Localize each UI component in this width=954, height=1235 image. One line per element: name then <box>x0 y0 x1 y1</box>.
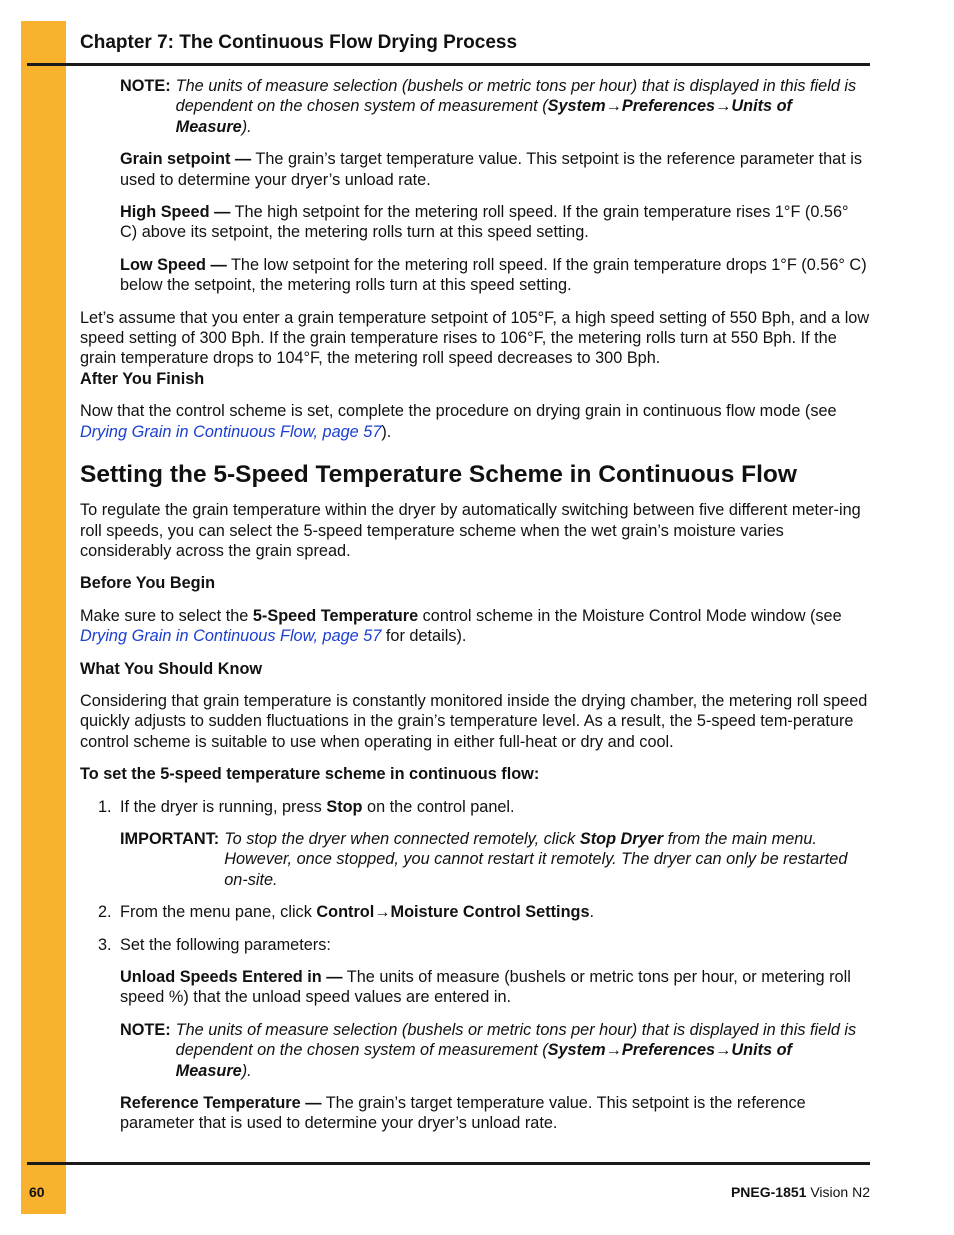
menu-control: Control <box>316 903 375 922</box>
text: . <box>589 903 595 922</box>
step-1 <box>98 797 870 817</box>
example-paragraph: Let’s assume that you enter a grain temperature setpoint of 105°F, a high speed setting of 550 Bph, and a low speed setting of 300 Bph. If the grain temperature rises to 106°F, the metering rolls turn at 550 Bph. If the grain temperature drops to 104°F, the metering roll speed decreases to 300 Bph. <box>80 308 870 368</box>
note-label: NOTE: <box>120 77 171 95</box>
text: From the menu pane, click <box>120 903 317 922</box>
footer-rule <box>27 1162 870 1165</box>
document-id <box>731 1183 870 1201</box>
note-label: NOTE: <box>120 1020 171 1039</box>
text: on the control panel. <box>362 797 515 816</box>
param-term: Reference Temperature — <box>120 1094 322 1113</box>
menu-path-units: Units of Measure <box>175 97 792 136</box>
menu-path-preferences: Preferences <box>621 1041 716 1060</box>
param-desc: The low setpoint for the metering roll speed. If the grain temperature drops 1°F (0.56° C) below the setpoint, the metering rolls turn at this speed setting. <box>120 255 867 295</box>
doc-name: Vision N2 <box>806 1184 870 1200</box>
step-2 <box>98 902 870 922</box>
link-drying-grain-continuous[interactable]: Drying Grain in Continuous Flow, page 57 <box>80 627 382 646</box>
menu-moisture-control-settings: Moisture Control Settings <box>390 903 590 922</box>
note-text: The units of measure selection (bushels or metric tons per hour) that is displayed in this field is dependent on the chosen system of measurement ( <box>175 77 857 116</box>
menu-path-system: System <box>547 97 606 116</box>
note-text-end: ). <box>241 117 252 136</box>
section-intro: To regulate the grain temperature within the dryer by automatically switching between five different meter-ing roll speeds, you can select the 5-speed temperature scheme when the wet grain’s moisture varies considerably across the grain spread. <box>80 501 861 560</box>
menu-path-preferences: Preferences <box>621 97 716 116</box>
arrow: → <box>605 97 622 116</box>
chapter-color-bar <box>21 21 66 1214</box>
header-rule <box>27 63 870 66</box>
note-text-end: ). <box>241 1061 252 1080</box>
param-term: Low Speed — <box>120 255 227 274</box>
section-title: Setting the 5-Speed Temperature Scheme in Continuous Flow <box>80 461 797 489</box>
doc-code: PNEG-1851 <box>730 1184 807 1200</box>
page-number: 60 <box>29 1184 45 1200</box>
param-reference-temperature <box>120 1093 870 1134</box>
arrow: → <box>374 903 391 922</box>
param-desc: The grain’s target temperature value. This setpoint is the reference parameter that is used to determine your dryer’s unload rate. <box>120 150 863 189</box>
text: control scheme in the Moisture Control Mode window (see <box>418 606 842 625</box>
stop-label: Stop <box>326 797 363 816</box>
after-finish-heading: After You Finish <box>80 369 205 388</box>
step-number: 3. <box>98 935 112 954</box>
after-finish-text <box>80 401 870 442</box>
important-label: IMPORTANT: <box>120 829 220 848</box>
text: ). <box>381 422 392 441</box>
before-begin-text <box>80 606 870 647</box>
text: from the main menu. However, once stopped, you cannot restart it remotely. The dryer can only be restarted on-site. <box>224 829 848 889</box>
param-grain-setpoint <box>120 149 870 190</box>
step-number: 1. <box>98 797 112 816</box>
param-term: Grain setpoint — <box>120 150 252 169</box>
param-high-speed <box>120 202 870 243</box>
note-units-1 <box>120 76 870 137</box>
important-note <box>120 829 870 890</box>
text: Now that the control scheme is set, complete the procedure on drying grain in continuous flow mode (see <box>80 402 837 421</box>
stop-dryer-label: Stop Dryer <box>579 829 664 848</box>
note-text: The units of measure selection (bushels or metric tons per hour) that is displayed in this field is dependent on the chosen system of measurement ( <box>175 1020 857 1060</box>
should-know-text: Considering that grain temperature is constantly monitored inside the drying chamber, the metering roll speed quickly adjusts to sudden fluctuations in the grain’s temperature level. As a result, the 5-speed tem-perature control scheme is suitable to use when operating in either full-heat or dry and cool. <box>80 691 868 751</box>
page-content <box>80 76 870 1146</box>
should-know-heading: What You Should Know <box>80 659 263 678</box>
menu-path-units: Units of Measure <box>175 1041 792 1080</box>
param-term: High Speed — <box>120 203 231 222</box>
step-text <box>120 797 870 817</box>
step-3 <box>98 935 870 955</box>
step-number: 2. <box>98 903 112 922</box>
text: for details). <box>381 627 467 646</box>
param-desc: The units of measure (bushels or metric tons per hour, or metering roll speed %) that the unload speed values are entered in. <box>120 968 851 1007</box>
chapter-title: Chapter 7: The Continuous Flow Drying Process <box>80 32 518 53</box>
note-units-2 <box>120 1020 870 1081</box>
scheme-name: 5-Speed Temperature <box>252 606 419 625</box>
note-body <box>176 76 870 137</box>
important-body <box>224 829 870 890</box>
step-text <box>120 902 870 922</box>
text: If the dryer is running, press <box>120 797 327 816</box>
arrow: → <box>715 1041 732 1060</box>
menu-path-system: System <box>547 1041 606 1060</box>
text: To stop the dryer when connected remotely, click <box>224 829 580 848</box>
before-begin-heading: Before You Begin <box>80 574 216 593</box>
arrow: → <box>715 97 732 116</box>
link-drying-grain-continuous[interactable]: Drying Grain in Continuous Flow, page 57 <box>80 422 382 441</box>
param-unload-speeds <box>120 967 870 1008</box>
param-low-speed <box>120 255 870 296</box>
step-text: Set the following parameters: <box>120 935 331 954</box>
arrow: → <box>605 1041 622 1060</box>
procedure-heading: To set the 5-speed temperature scheme in continuous flow: <box>80 765 540 784</box>
param-term: Unload Speeds Entered in — <box>120 968 343 986</box>
param-desc: The high setpoint for the metering roll speed. If the grain temperature rises 1°F (0.56° C) above its setpoint, the metering rolls turn at this speed setting. <box>120 203 849 242</box>
text: Make sure to select the <box>80 606 253 625</box>
note-body <box>176 1020 870 1081</box>
param-desc: The grain’s target temperature value. This setpoint is the reference parameter that is used to determine your dryer’s unload rate. <box>120 1094 806 1133</box>
